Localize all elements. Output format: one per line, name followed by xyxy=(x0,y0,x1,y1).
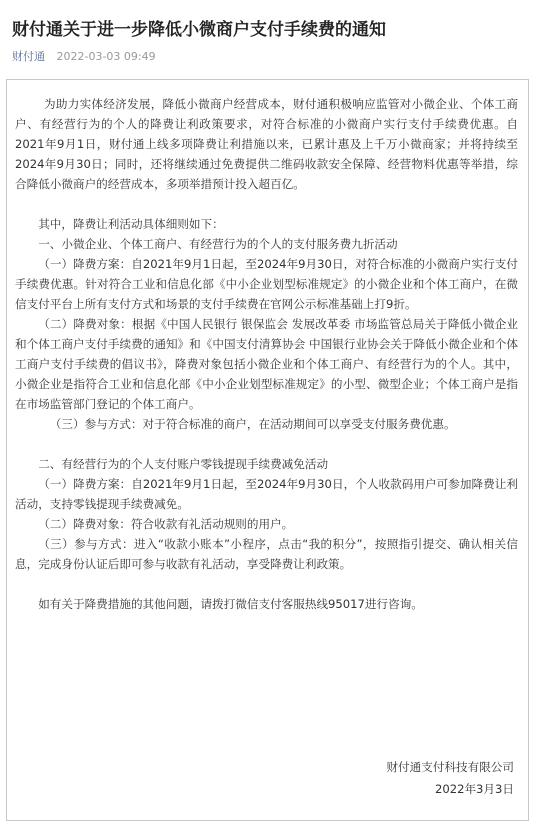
notice-image-frame xyxy=(6,79,529,821)
intro-paragraph: 为助力实体经济发展，降低小微商户经营成本，财付通积极响应监管对小微企业、个体工商户、有经营行为的个人的降费让利政策要求，对符合标准的小微商户实行支付手续费优惠。自2021年9月1日，财付通上线多项降费让利措施以来，已累计惠及上千万小微商家；并将持续至2024年9月30日；同时，还将继续通过免费提供二维码收款安全保障、经营物料优惠等举措，综合降低小微商户的经营成本，多项举措预计投入超百亿。 xyxy=(15,97,518,191)
section-1-heading: 一、小微企业、个体工商户、有经营行为的个人的支付服务费九折活动 xyxy=(38,237,398,251)
details-lead: 其中，降费让利活动具体细则如下： xyxy=(38,217,224,231)
spacer xyxy=(15,194,518,214)
spacer xyxy=(15,574,518,594)
publish-time: 2022-03-03 09:49 xyxy=(56,50,156,63)
article-meta xyxy=(12,49,525,65)
article-title: 财付通关于进一步降低小微商户支付手续费的通知 xyxy=(12,20,386,40)
section-1-target: （二）降费对象：根据《中国人民银行 银保监会 发展改革委 市场监管总局关于降低小微企业和个体工商户支付手续费的通知》和《中国支付清算协会 中国银行业协会关于降低小微企业和个体工商户支付手续费的倡议书》，降费对象包括小微企业和个体工商户、有经营行为的个人。其中，小微企业是指符合工业和信息化部《中小企业划型标准规定》的小型、微型企业；个体工商户是指在市场监管部门登记的个体工商户。 xyxy=(15,317,518,411)
article-header xyxy=(0,0,537,65)
section-2-heading: 二、有经营行为的个人支付账户零钱提现手续费减免活动 xyxy=(38,457,329,471)
section-2-target: （二）降费对象：符合收款有礼活动规则的用户。 xyxy=(38,517,294,531)
signature-organization: 财付通支付科技有限公司 xyxy=(386,760,514,774)
signature-date: 2022年3月3日 xyxy=(434,782,514,796)
account-name-link[interactable]: 财付通 xyxy=(12,50,45,63)
section-1-method: （三）参与方式：对于符合标准的商户，在活动期间可以享受支付服务费优惠。 xyxy=(49,417,456,431)
section-2-method: （三）参与方式：进入“收款小账本”小程序，点击“我的积分”，按照指引提交、确认相关信息，完成身份认证后即可参与收款有礼活动，享受降费让利政策。 xyxy=(15,537,518,571)
section-1-plan: （一）降费方案：自2021年9月1日起，至2024年9月30日，对符合标准的小微商户实行支付手续费优惠。针对符合工业和信息化部《中小企业划型标准规定》的小微企业和个体工商户，在微信支付平台上所有支付方式和场景的支付手续费在官网公示标准基础上打9折。 xyxy=(15,257,518,311)
section-2-plan: （一）降费方案：自2021年9月1日起，至2024年9月30日，个人收款码用户可参加降费让利活动，支持零钱提现手续费减免。 xyxy=(15,477,518,511)
spacer xyxy=(15,434,518,454)
contact-paragraph: 如有关于降费措施的其他问题，请拨打微信支付客服热线95017进行咨询。 xyxy=(38,597,423,611)
